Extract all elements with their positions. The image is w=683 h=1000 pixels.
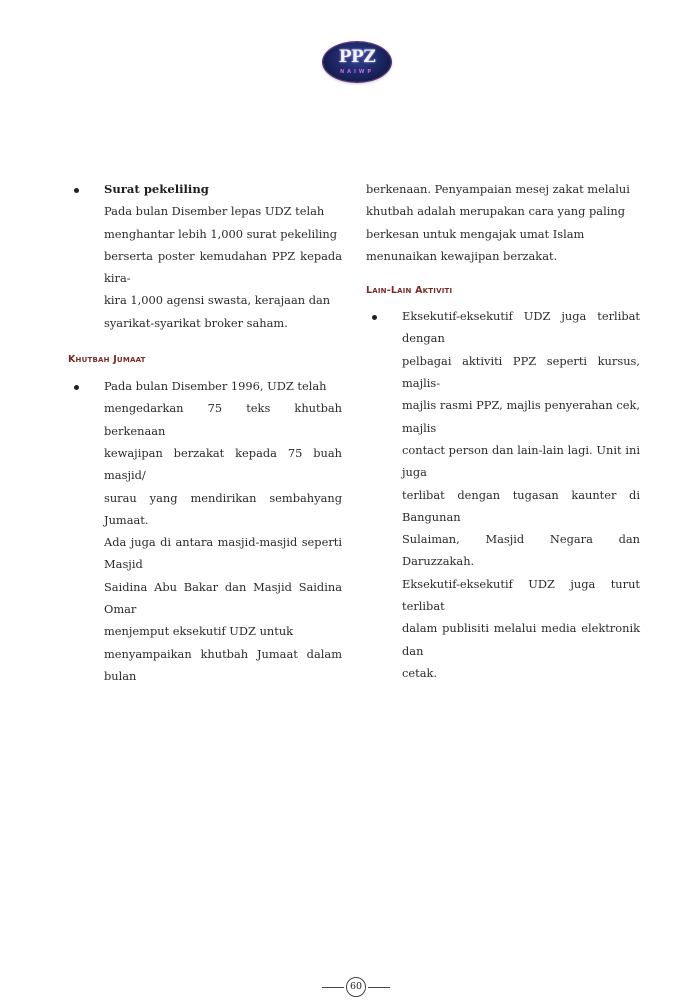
text-line: Pada bulan Disember lepas UDZ telah [104,204,325,219]
lain-lain-aktiviti-heading: Lain-Lain Aktiviti [366,285,453,297]
left-column [68,178,342,687]
khutbah-jumaat-section [68,375,342,687]
text-line: terlibat dengan tugasan kaunter di Bangunan [402,487,640,524]
bullet-icon [372,315,377,320]
text-line: Eksekutif-eksekutif UDZ juga turut terlibat [402,576,640,614]
text-line: Sulaiman, Masjid Negara dan Daruzzakah. [402,532,640,569]
text-line: kira 1,000 agensi swasta, kerajaan dan [104,293,331,308]
khutbah-continuation [366,178,640,267]
khutbah-jumaat-body [104,375,342,687]
text-line: berserta poster kemudahan PPZ kepada kira- [104,248,342,286]
bullet-icon [74,385,79,390]
text-line: Pada bulan Disember 1996, UDZ telah [104,379,327,394]
text-line: berkenaan. Penyampaian mesej zakat melalui [366,182,630,196]
lain-lain-aktiviti-section [366,305,640,684]
text-line: kewajipan berzakat kepada 75 buah masjid/ [104,445,342,483]
bullet-icon [74,188,79,193]
text-line: majlis rasmi PPZ, majlis penyerahan cek, majlis [402,398,640,435]
surat-pekeliling-section [68,178,342,334]
page-number-label: 60 [346,977,366,997]
text-line: menghantar lebih 1,000 surat pekeliling [104,226,338,241]
khutbah-jumaat-heading: Khutbah Jumaat [68,354,146,366]
surat-pekeliling-body [104,200,342,334]
logo-subtext: NAIWP [339,69,375,75]
lain-lain-aktiviti-body [402,305,640,684]
text-line: menjemput eksekutif UDZ untuk [104,624,294,639]
text-line: Saidina Abu Bakar dan Masjid Saidina Omar [104,579,342,617]
text-line: cetak. [402,665,438,680]
text-line: pelbagai aktiviti PPZ seperti kursus, majlis- [402,353,640,391]
divider [322,987,344,988]
text-line: syarikat-syarikat broker saham. [104,315,288,330]
text-line: contact person dan lain-lain lagi. Unit ini juga [402,442,640,480]
text-line: surau yang mendirikan sembahyang Jumaat. [104,490,342,527]
text-line: menyampaikan khutbah Jumaat dalam bulan [104,646,342,683]
logo-text: PPZ [338,47,376,67]
text-line: menunaikan kewajipan berzakat. [366,248,558,263]
right-column [366,178,640,684]
divider [368,987,390,988]
text-line: khutbah adalah merupakan cara yang paling [366,204,626,219]
surat-pekeliling-title: Surat pekeliling [104,182,209,196]
page-number [322,977,390,997]
text-line: mengedarkan 75 teks khutbah berkenaan [104,401,342,438]
text-line: Eksekutif-eksekutif UDZ juga terlibat dengan [402,309,640,346]
text-line: dalam publisiti melalui media elektronik dan [402,621,640,658]
text-line: Ada juga di antara masjid-masjid seperti Masjid [104,535,342,572]
ppz-logo [323,42,391,82]
text-line: berkesan untuk mengajak umat Islam [366,226,585,241]
